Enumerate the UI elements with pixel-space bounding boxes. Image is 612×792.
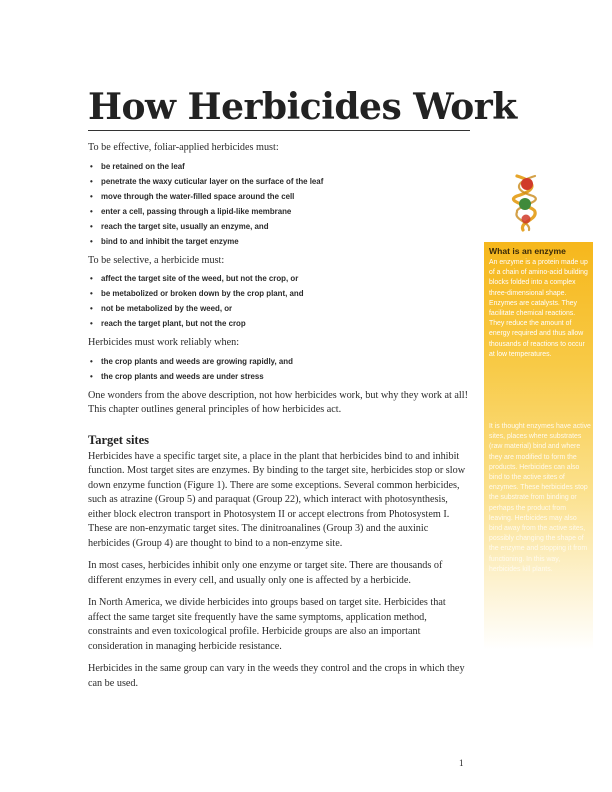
title-rule <box>88 130 470 131</box>
list-item-text: affect the target site of the weed, but not the crop, or <box>101 274 299 283</box>
list-item <box>88 286 470 301</box>
list-item-text: move through the water-filled space around the cell <box>101 191 295 201</box>
list-item-text: penetrate the waxy cuticular layer on the surface of the leaf <box>101 176 324 186</box>
list-item-text: bind to and inhibit the target enzyme <box>101 236 239 246</box>
bullet-icon: • <box>90 221 93 231</box>
list-item <box>88 189 470 204</box>
protein-helix-icon <box>505 172 547 232</box>
list-item <box>88 369 470 384</box>
list-item <box>88 174 470 189</box>
sidebar-heading: What is an enzyme <box>489 246 566 256</box>
list-item-text: reach the target site, usually an enzyme, and <box>101 221 269 231</box>
bullet-icon: • <box>90 319 93 328</box>
bullet-icon: • <box>90 206 93 216</box>
bullet-icon: • <box>90 274 93 283</box>
list-item-text: not be metabolized by the weed, or <box>101 304 233 313</box>
list-item <box>88 159 470 174</box>
bullet-icon: • <box>90 191 93 201</box>
effective-list <box>88 159 470 249</box>
list-item-text: enter a cell, passing through a lipid-like membrane <box>101 206 292 216</box>
section-heading-target-sites: Target sites <box>88 432 149 447</box>
list-item <box>88 204 470 219</box>
sidebar-paragraph: An enzyme is a protein made up of a chain of amino-acid building blocks folded into a complex three-dimensional shape. Enzymes are catalysts. They facilitate chemical reactions. They reduce the amount of energy required and thus allow thousands of reactions to occur at low temperatures. <box>489 259 588 358</box>
main-column <box>88 141 470 691</box>
bullet-icon: • <box>90 161 93 171</box>
selective-list <box>88 271 470 331</box>
body-paragraph: In most cases, herbicides inhibit only one enzyme or target site. There are thousands of different enzymes in every cell, and usually only one is affected by a herbicide. <box>88 560 443 586</box>
page-title: How Herbicides Work <box>88 86 517 128</box>
list-item-text: the crop plants and weeds are under stress <box>101 371 264 381</box>
list-item <box>88 316 470 331</box>
list-item-text: reach the target plant, but not the crop <box>101 319 246 328</box>
list-item <box>88 219 470 234</box>
reliable-intro-text: Herbicides must work reliably when: <box>88 337 240 348</box>
selective-intro-text: To be selective, a herbicide must: <box>88 254 225 266</box>
sidebar-paragraph: It is thought enzymes have active sites, places where substrates (raw material) bind and where they are modified to form the products. Herbicides can also bind to the active sites of enzymes. These herbicides stop the substrate from binding or perhaps the product from leaving. Herbicides may also bind away from the active sites, possibly changing the shape of the enzyme and stopping it from functioning. In this way, herbicides kill plants. <box>489 423 591 573</box>
page-number: 1 <box>459 758 464 768</box>
bullet-icon: • <box>90 176 93 186</box>
body-paragraph: Herbicides have a specific target site, a place in the plant that herbicides bind to and inhibit function. Most target sites are enzymes. By binding to the target site, herbicides stop or slow down enzyme function (Figure 1). There are some exceptions. Several common herbicides, such as atrazine (Group 5) and paraquat (Group 22), which interact with photosynthesis, either block electron transport in Photosystem II or accept electrons from Photosystem I. These are non-enzymatic target sites. The dinitroanalines (Group 3) and the auxinic herbicides (Group 4) are thought to bind to a non-enzyme site. <box>88 450 466 549</box>
bullet-icon: • <box>90 371 93 381</box>
body-paragraph: In North America, we divide herbicides into groups based on target site. Herbicides that affect the same target site frequently have the same symptoms, application method, constraints and even toxicological profile. Herbicide groups are also an important consideration in managing herbicide resistance. <box>88 597 446 652</box>
bullet-icon: • <box>90 356 93 366</box>
list-item-text: be metabolized or broken down by the crop plant, and <box>101 289 304 298</box>
body-paragraph: Herbicides in the same group can vary in the weeds they control and the crops in which they can be used. <box>88 663 465 689</box>
closing-paragraph: One wonders from the above description, not how herbicides work, but why they work at all! This chapter outlines general principles of how herbicides act. <box>88 389 468 415</box>
list-item <box>88 354 470 369</box>
bullet-icon: • <box>90 236 93 246</box>
list-item <box>88 234 470 249</box>
list-item <box>88 271 470 286</box>
list-item-text: the crop plants and weeds are growing rapidly, and <box>101 356 293 366</box>
list-item-text: be retained on the leaf <box>101 161 185 171</box>
reliable-list <box>88 354 470 384</box>
sidebar-box <box>484 242 593 650</box>
list-item <box>88 301 470 316</box>
bullet-icon: • <box>90 304 93 313</box>
bullet-icon: • <box>90 289 93 298</box>
intro-text: To be effective, foliar-applied herbicides must: <box>88 142 279 153</box>
